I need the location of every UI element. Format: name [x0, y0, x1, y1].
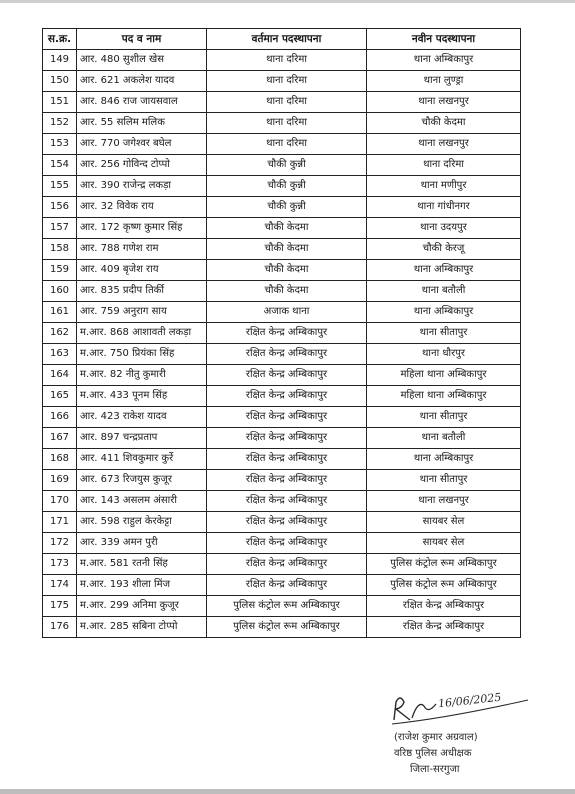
cell-serial: 165 [43, 386, 77, 407]
cell-current-posting: रक्षित केन्द्र अम्बिकापुर [207, 575, 367, 596]
cell-serial: 163 [43, 344, 77, 365]
cell-current-posting: रक्षित केन्द्र अम्बिकापुर [207, 449, 367, 470]
cell-name: आर. 172 कृष्ण कुमार सिंह [77, 218, 207, 239]
cell-name: आर. 846 राज जायसवाल [77, 92, 207, 113]
cell-name: आर. 55 सलिम मलिक [77, 113, 207, 134]
cell-serial: 159 [43, 260, 77, 281]
table-row [43, 50, 521, 71]
cell-name: आर. 339 अमन पुरी [77, 533, 207, 554]
cell-serial: 166 [43, 407, 77, 428]
cell-current-posting: चौकी कुन्नी [207, 197, 367, 218]
cell-name: आर. 423 राकेश यादव [77, 407, 207, 428]
table-row [43, 71, 521, 92]
cell-current-posting: चौकी कुन्नी [207, 176, 367, 197]
table-row [43, 92, 521, 113]
cell-serial: 174 [43, 575, 77, 596]
table-row [43, 134, 521, 155]
cell-current-posting: थाना दरिमा [207, 92, 367, 113]
cell-serial: 169 [43, 470, 77, 491]
cell-new-posting: थाना बतौली [367, 428, 521, 449]
cell-serial: 175 [43, 596, 77, 617]
cell-name: आर. 770 जगेश्वर बघेल [77, 134, 207, 155]
cell-name: आर. 673 रिजयुस कुजूर [77, 470, 207, 491]
cell-serial: 156 [43, 197, 77, 218]
cell-serial: 153 [43, 134, 77, 155]
table-row [43, 428, 521, 449]
cell-serial: 151 [43, 92, 77, 113]
cell-current-posting: थाना दरिमा [207, 71, 367, 92]
cell-name: म.आर. 433 पूनम सिंह [77, 386, 207, 407]
table-row [43, 407, 521, 428]
page-bottom-edge [0, 789, 575, 794]
page-top-edge [0, 0, 575, 3]
cell-new-posting: महिला थाना अम्बिकापुर [367, 386, 521, 407]
cell-current-posting: रक्षित केन्द्र अम्बिकापुर [207, 428, 367, 449]
table-row [43, 302, 521, 323]
officer-district: जिला-सरगुजा [410, 764, 460, 775]
officer-name: (राजेश कुमार अग्रवाल) [394, 732, 478, 743]
table-row [43, 281, 521, 302]
header-new-posting: नवीन पदस्थापना [367, 29, 521, 50]
cell-name: म.आर. 193 शीला मिंज [77, 575, 207, 596]
cell-name: म.आर. 82 नीतु कुमारी [77, 365, 207, 386]
cell-current-posting: थाना दरिमा [207, 113, 367, 134]
cell-name: आर. 409 बृजेश राय [77, 260, 207, 281]
cell-current-posting: थाना दरिमा [207, 134, 367, 155]
cell-new-posting: पुलिस कंट्रोल रूम अम्बिकापुर [367, 575, 521, 596]
cell-serial: 157 [43, 218, 77, 239]
table-header-row [43, 29, 521, 50]
cell-new-posting: थाना अम्बिकापुर [367, 50, 521, 71]
cell-serial: 162 [43, 323, 77, 344]
officer-designation: वरिष्ठ पुलिस अधीक्षक [394, 748, 472, 759]
cell-new-posting: थाना धौरपुर [367, 344, 521, 365]
cell-current-posting: रक्षित केन्द्र अम्बिकापुर [207, 533, 367, 554]
cell-current-posting: चौकी केदमा [207, 281, 367, 302]
cell-new-posting: पुलिस कंट्रोल रूम अम्बिकापुर [367, 554, 521, 575]
cell-new-posting: रक्षित केन्द्र अम्बिकापुर [367, 596, 521, 617]
cell-serial: 172 [43, 533, 77, 554]
cell-serial: 171 [43, 512, 77, 533]
table-row [43, 344, 521, 365]
cell-serial: 158 [43, 239, 77, 260]
cell-serial: 168 [43, 449, 77, 470]
cell-current-posting: रक्षित केन्द्र अम्बिकापुर [207, 407, 367, 428]
cell-new-posting: रक्षित केन्द्र अम्बिकापुर [367, 617, 521, 638]
cell-serial: 149 [43, 50, 77, 71]
cell-current-posting: रक्षित केन्द्र अम्बिकापुर [207, 365, 367, 386]
table-body [43, 50, 521, 638]
cell-name: आर. 835 प्रदीप तिर्की [77, 281, 207, 302]
cell-name: आर. 32 विवेक राय [77, 197, 207, 218]
cell-new-posting: थाना बतौली [367, 281, 521, 302]
cell-new-posting: थाना उदयपुर [367, 218, 521, 239]
header-serial: स.क्र. [43, 29, 77, 50]
cell-current-posting: थाना दरिमा [207, 50, 367, 71]
cell-new-posting: थाना मणीपुर [367, 176, 521, 197]
table-row [43, 386, 521, 407]
cell-new-posting: सायबर सेल [367, 512, 521, 533]
header-current-posting: वर्तमान पदस्थापना [207, 29, 367, 50]
cell-current-posting: रक्षित केन्द्र अम्बिकापुर [207, 344, 367, 365]
table-row [43, 260, 521, 281]
table-row [43, 197, 521, 218]
cell-new-posting: थाना लखनपुर [367, 134, 521, 155]
table-row [43, 491, 521, 512]
cell-serial: 164 [43, 365, 77, 386]
cell-new-posting: चौकी केदमा [367, 113, 521, 134]
cell-new-posting: थाना दरिमा [367, 155, 521, 176]
cell-serial: 152 [43, 113, 77, 134]
cell-name: आर. 256 गोविन्द टोप्पो [77, 155, 207, 176]
cell-name: आर. 759 अनुराग साय [77, 302, 207, 323]
signature-date: 16/06/2025 [437, 690, 502, 711]
header-name: पद व नाम [77, 29, 207, 50]
table-row [43, 470, 521, 491]
table-row [43, 512, 521, 533]
table-row [43, 617, 521, 638]
cell-name: आर. 621 अकलेश यादव [77, 71, 207, 92]
cell-new-posting: थाना सीतापुर [367, 407, 521, 428]
cell-new-posting: थाना अम्बिकापुर [367, 260, 521, 281]
cell-new-posting: थाना अम्बिकापुर [367, 449, 521, 470]
cell-serial: 154 [43, 155, 77, 176]
table-row [43, 554, 521, 575]
cell-new-posting: थाना लखनपुर [367, 491, 521, 512]
cell-new-posting: थाना गांधीनगर [367, 197, 521, 218]
cell-name: म.आर. 285 सबिना टोप्पो [77, 617, 207, 638]
cell-name: म.आर. 750 प्रियंका सिंह [77, 344, 207, 365]
cell-serial: 176 [43, 617, 77, 638]
cell-name: म.आर. 581 रतनी सिंह [77, 554, 207, 575]
table-row [43, 533, 521, 554]
table-row [43, 155, 521, 176]
cell-current-posting: रक्षित केन्द्र अम्बिकापुर [207, 386, 367, 407]
table-row [43, 575, 521, 596]
cell-serial: 167 [43, 428, 77, 449]
table-row [43, 449, 521, 470]
cell-serial: 173 [43, 554, 77, 575]
cell-new-posting: थाना सीतापुर [367, 323, 521, 344]
cell-new-posting: थाना लखनपुर [367, 92, 521, 113]
cell-current-posting: चौकी केदमा [207, 218, 367, 239]
table-row [43, 323, 521, 344]
cell-new-posting: महिला थाना अम्बिकापुर [367, 365, 521, 386]
cell-new-posting: थाना अम्बिकापुर [367, 302, 521, 323]
cell-current-posting: रक्षित केन्द्र अम्बिकापुर [207, 323, 367, 344]
cell-name: म.आर. 868 आशावती लकड़ा [77, 323, 207, 344]
cell-current-posting: अजाक थाना [207, 302, 367, 323]
table-row [43, 596, 521, 617]
transfer-order-table [42, 28, 521, 638]
cell-serial: 160 [43, 281, 77, 302]
cell-serial: 161 [43, 302, 77, 323]
cell-current-posting: पुलिस कंट्रोल रूम अम्बिकापुर [207, 596, 367, 617]
table-row [43, 176, 521, 197]
cell-name: आर. 897 चन्द्रप्रताप [77, 428, 207, 449]
cell-current-posting: चौकी कुन्नी [207, 155, 367, 176]
cell-current-posting: रक्षित केन्द्र अम्बिकापुर [207, 470, 367, 491]
signature-block [388, 688, 538, 788]
cell-current-posting: चौकी केदमा [207, 239, 367, 260]
cell-serial: 155 [43, 176, 77, 197]
cell-current-posting: रक्षित केन्द्र अम्बिकापुर [207, 491, 367, 512]
cell-new-posting: थाना लुण्ड्रा [367, 71, 521, 92]
cell-current-posting: चौकी केदमा [207, 260, 367, 281]
cell-current-posting: पुलिस कंट्रोल रूम अम्बिकापुर [207, 617, 367, 638]
table-row [43, 365, 521, 386]
cell-name: आर. 411 शिवकुमार कुर्रे [77, 449, 207, 470]
cell-name: म.आर. 299 अनिमा कुजूर [77, 596, 207, 617]
cell-name: आर. 788 गणेश राम [77, 239, 207, 260]
cell-name: आर. 390 राजेन्द्र लकड़ा [77, 176, 207, 197]
cell-serial: 150 [43, 71, 77, 92]
cell-current-posting: रक्षित केन्द्र अम्बिकापुर [207, 554, 367, 575]
cell-current-posting: रक्षित केन्द्र अम्बिकापुर [207, 512, 367, 533]
table-row [43, 113, 521, 134]
cell-name: आर. 143 असलम अंसारी [77, 491, 207, 512]
cell-new-posting: थाना सीतापुर [367, 470, 521, 491]
table-row [43, 239, 521, 260]
cell-name: आर. 598 राहुल केरकेट्टा [77, 512, 207, 533]
cell-name: आर. 480 सुशील खेस [77, 50, 207, 71]
table-row [43, 218, 521, 239]
cell-new-posting: सायबर सेल [367, 533, 521, 554]
cell-new-posting: चौकी केरजू [367, 239, 521, 260]
cell-serial: 170 [43, 491, 77, 512]
